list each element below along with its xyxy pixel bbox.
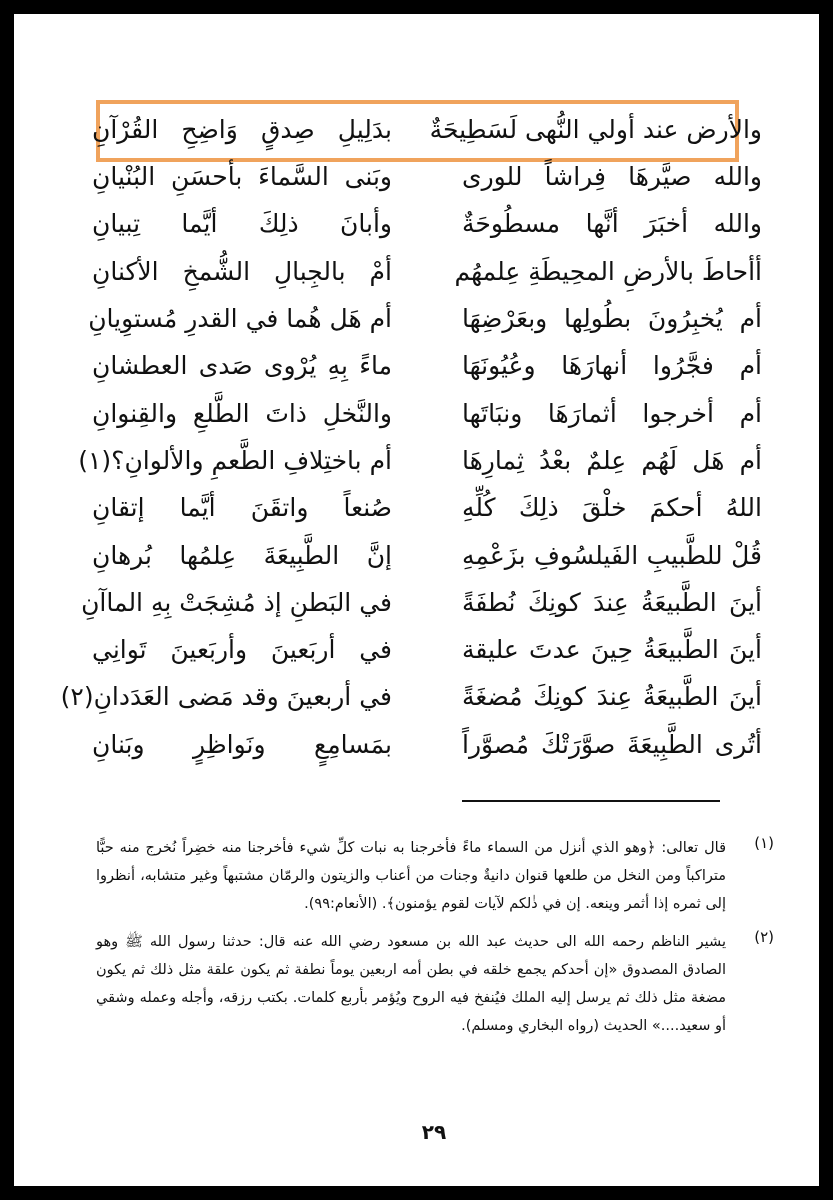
verse-10: [92, 532, 762, 579]
verse-5: [88, 295, 762, 342]
verse-3-right-hemistich: والله أخبَرَ أنَّها مسطُوحَةٌ: [462, 209, 762, 239]
verse-6-right-hemistich: أم فجَّرُوا أنهارَهَا وعُيُونَهَا: [462, 351, 762, 381]
footnote-1-number: (١): [754, 834, 774, 852]
verse-1: [92, 106, 762, 153]
verse-5-right-hemistich: أم يُخبِرُونَ بطُولِها وبعَرْضِهَا: [462, 304, 762, 334]
verse-9-right-hemistich: اللهُ أحكمَ خلْقَ ذلِكَ كُلِّهِ: [462, 493, 762, 523]
verse-10-right-hemistich: قُلْ للطَّبيبِ الفَيلسُوفِ بزَعْمِهِ: [462, 540, 762, 570]
verse-2-left-hemistich: وبَنى السَّماءَ بأحسَنِ البُنْيانِ: [92, 162, 392, 192]
page-number: ٢٩: [421, 1120, 447, 1144]
verse-3: [92, 201, 762, 248]
page: [14, 14, 819, 1186]
verse-13-left-hemistich: في أربعينَ وقد مَضى العَدَدانِ(٢): [60, 682, 392, 712]
verse-14-left-hemistich: بمَسامِعٍ ونَواظِرٍ وبَنانِ: [92, 729, 392, 759]
footnote-1: [96, 834, 774, 918]
verse-11: [81, 579, 762, 626]
footnotes: [96, 834, 774, 1050]
footnote-2-number: (٢): [754, 928, 774, 946]
verse-14-right-hemistich: أتُرى الطَّبِيعَةَ صوَّرَتْكَ مُصوَّراً: [462, 729, 762, 759]
verse-3-left-hemistich: وأبانَ ذلِكَ أيَّما تِبيانِ: [92, 209, 392, 239]
verse-13-right-hemistich: أينَ الطَّبيعَةُ عِندَ كونِكَ مُضغَةً: [462, 682, 762, 712]
verse-8-right-hemistich: أم هَل لَهُم عِلمٌ بعْدُ ثِمارِهَا: [462, 445, 762, 475]
poem: [60, 106, 762, 768]
footnote-2-text: يشير الناظم رحمه الله الى حديث عبد الله بن مسعود رضي الله عنه قال: حدثنا رسول الله ﷺ وهو الصادق المصدوق «إن أحدكم يجمع خلقه في بطن أمه اربعين يوماً نطفة ثم يكون علقة مثل ذلك ثم يكون مضغة مثل ذلك ثم يرسل إليه الملك فيُنفخ فيه الروح ويُؤمر بأربع كلمات. بكتب رزقه، وأجله وعمله وشقي أو سعيد....» الحديث (رواه البخاري ومسلم).: [96, 934, 726, 1034]
footnote-1-text: قال تعالى: ﴿وهو الذي أنزل من السماء ماءً فأخرجنا به نبات كلِّ شيء فأخرجنا منه خضِراً نُخرج منه حبًّا متراكباً ومن النخل من طلعها قنوان دانيةٌ وجنات من أعناب والزيتون والرمّان مشتبهاً وغير متشابه، أنظروا إلى ثمره إذا أثمر وينعه. إن في ذٰلكم لآيات لقوم يؤمنون﴾. (الأنعام:٩٩).: [96, 840, 726, 912]
verse-6: [92, 342, 762, 389]
verse-8: [78, 437, 762, 484]
verse-12: [92, 626, 762, 673]
verse-8-left-hemistich: أم باختِلافِ الطَّعمِ والألوانِ؟(١): [78, 445, 392, 475]
verse-10-left-hemistich: إنَّ الطَّبِيعَةَ عِلمُها بُرهانِ: [92, 540, 392, 570]
verse-9: [92, 484, 762, 531]
verse-13: [60, 674, 762, 721]
verse-7-left-hemistich: والنَّخلِ ذاتَ الطَّلعِ والقِنوانِ: [92, 398, 392, 428]
verse-7: [92, 390, 762, 437]
verse-4-right-hemistich: أأحاطَ بالأرضِ المحِيطَةِ عِلمهُم: [454, 256, 762, 286]
verse-2-right-hemistich: والله صيَّرهَا فِراشاً للورى: [462, 162, 762, 192]
verse-6-left-hemistich: ماءً بِهِ يُرْوى صَدى العطشانِ: [92, 351, 392, 381]
verse-12-right-hemistich: أينَ الطَّبيعَةُ حِينَ عدتَ عليقة: [462, 635, 762, 665]
verse-1-right-hemistich: والأرض عند أولي النُّهى لَسَطِيحَةٌ: [429, 114, 762, 144]
verse-14: [92, 721, 762, 768]
verse-11-right-hemistich: أينَ الطَّبيعَةُ عِندَ كونِكَ نُطفَةً: [462, 587, 762, 617]
verse-2: [92, 153, 762, 200]
verse-5-left-hemistich: أم هَل هُما في القدرِ مُستوِيانِ: [88, 304, 392, 334]
verse-11-left-hemistich: في البَطنِ إذ مُشِجَتْ بِهِ الماآنِ: [81, 587, 392, 617]
verse-7-right-hemistich: أم أخرجوا أثمارَهَا ونبَاتَها: [462, 398, 762, 428]
verse-1-left-hemistich: بدَلِيلِ صِدقٍ وَاضِحِ القُرْآنِ: [92, 114, 392, 144]
verse-4: [92, 248, 762, 295]
footnote-2: [96, 928, 774, 1040]
verse-9-left-hemistich: صُنعاً واتقَنَ أيَّما إتقانِ: [92, 493, 392, 523]
verse-12-left-hemistich: في أربَعينَ وأربَعينَ تَوانِي: [92, 635, 392, 665]
verse-4-left-hemistich: أمْ بالجِبالِ الشُّمخِ الأكنانِ: [92, 256, 392, 286]
footnote-divider: [462, 800, 720, 802]
